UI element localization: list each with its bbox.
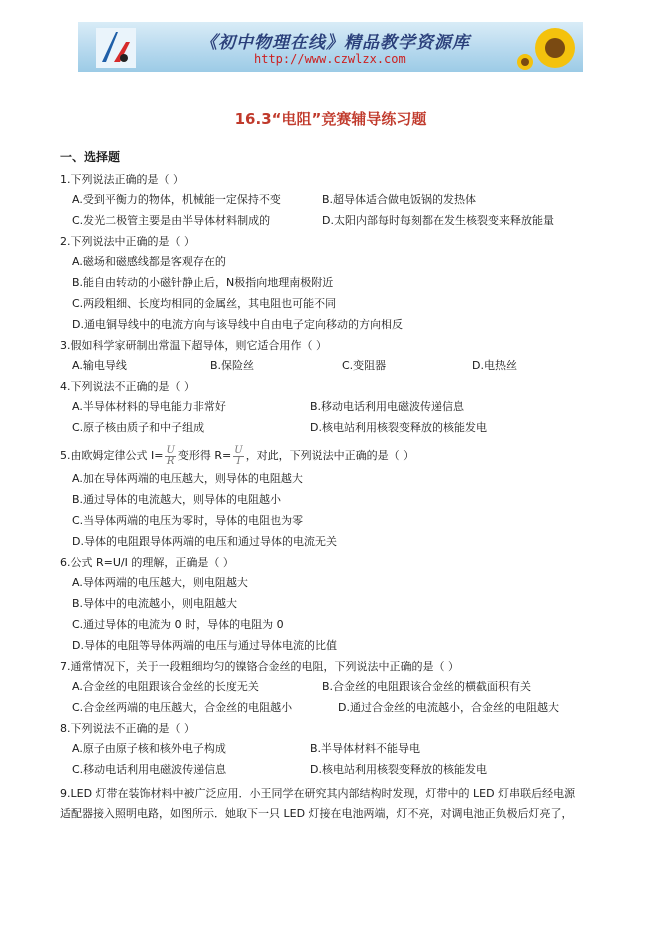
formula-fraction: [233, 446, 243, 467]
question-list: [60, 173, 620, 824]
formula-fraction: [165, 446, 175, 467]
question-stem: 1.下列说法正确的是（ ）: [60, 173, 184, 186]
option-c: C.移动电话利用电磁波传递信息: [72, 763, 227, 776]
option-row: [60, 255, 620, 276]
option-b: B.保险丝: [210, 359, 255, 372]
option-row: [60, 421, 620, 442]
numerator: U: [234, 444, 243, 456]
option-d: D.导体的电阻等导体两端的电压与通过导体电流的比值: [72, 639, 337, 652]
option-a: A.加在导体两端的电压越大，则导体的电阻越大: [72, 472, 303, 485]
header-banner: [78, 22, 583, 72]
option-c: C.变阻器: [342, 359, 387, 372]
question-9: [60, 784, 620, 824]
option-a: A.受到平衡力的物体，机械能一定保持不变: [72, 193, 281, 206]
question-1: [60, 173, 620, 235]
question-4: [60, 380, 620, 442]
option-row: [60, 514, 620, 535]
option-c: C.当导体两端的电压为零时，导体的电阻也为零: [72, 514, 304, 527]
logo-icon: [96, 28, 136, 68]
page-title: 16.3“电阻”竞赛辅导练习题: [234, 110, 427, 128]
option-b: B.导体中的电流越小，则电阻越大: [72, 597, 238, 610]
option-c: C.两段粗细、长度均相同的金属丝，其电阻也可能不同: [72, 297, 337, 310]
option-b: B.通过导体的电流越大，则导体的电阻越小: [72, 493, 282, 506]
question-7: [60, 660, 620, 722]
banner-title: 《初中物理在线》精品教学资源库: [200, 33, 470, 53]
option-b: B.能自由转动的小磁针静止后，N极指向地理南极附近: [72, 276, 334, 289]
option-a: A.合金丝的电阻跟该合金丝的长度无关: [72, 680, 259, 693]
option-c: C.通过导体的电流为 0 时，导体的电阻为 0: [72, 618, 284, 631]
sunflower-icon: [513, 22, 583, 72]
stem-mid: 变形得 R=: [177, 449, 232, 462]
question-stem: 7.通常情况下，关于一段粗细均匀的镍铬合金丝的电阻，下列说法中正确的是（ ）: [60, 660, 459, 673]
option-b: B.超导体适合做电饭锅的发热体: [322, 193, 477, 206]
option-row: [60, 400, 620, 421]
option-row: [60, 493, 620, 514]
question-text-line: 适配器接入照明电路，如图所示．她取下一只 LED 灯接在电池两端，灯不亮，对调电池正负极后灯亮了，: [60, 807, 573, 820]
option-row: [60, 701, 620, 722]
question-8: [60, 722, 620, 784]
option-row: [60, 276, 620, 297]
numerator: U: [166, 444, 175, 456]
option-row: [60, 680, 620, 701]
question-stem: 3.假如科学家研制出常温下超导体，则它适合用作（ ）: [60, 339, 327, 352]
question-stem: 2.下列说法中正确的是（ ）: [60, 235, 195, 248]
option-d: D.通过合金丝的电流越小，合金丝的电阻越大: [338, 701, 559, 714]
option-row: [60, 742, 620, 763]
question-text-line: 9.LED 灯带在装饰材料中被广泛应用．小王同学在研究其内部结构时发现，灯带中的 LED 灯串联后经电源: [60, 787, 576, 800]
option-a: A.导体两端的电压越大，则电阻越大: [72, 576, 248, 589]
option-row: [60, 359, 620, 380]
option-b: B.合金丝的电阻跟该合金丝的横截面积有关: [322, 680, 532, 693]
option-row: [60, 763, 620, 784]
option-c: C.合金丝两端的电压越大，合金丝的电阻越小: [72, 701, 293, 714]
option-b: B.移动电话利用电磁波传递信息: [310, 400, 465, 413]
option-d: D.导体的电阻跟导体两端的电压和通过导体的电流无关: [72, 535, 337, 548]
question-3: [60, 339, 620, 380]
question-stem: 8.下列说法不正确的是（ ）: [60, 722, 195, 735]
option-row: [60, 576, 620, 597]
section-title: 一、选择题: [60, 150, 121, 164]
option-d: D.通电铜导线中的电流方向与该导线中自由电子定向移动的方向相反: [72, 318, 403, 331]
option-row: [60, 535, 620, 556]
option-row: [60, 472, 620, 493]
option-row: [60, 214, 620, 235]
option-a: A.原子由原子核和核外电子构成: [72, 742, 226, 755]
question-6: [60, 556, 620, 660]
option-row: [60, 618, 620, 639]
option-row: [60, 297, 620, 318]
question-2: [60, 235, 620, 339]
option-row: [60, 193, 620, 214]
option-d: D.太阳内部每时每刻都在发生核裂变来释放能量: [322, 214, 554, 227]
denominator: R: [166, 455, 175, 467]
denominator: I: [236, 455, 241, 467]
question-stem: 6.公式 R=U/I 的理解，正确是（ ）: [60, 556, 234, 569]
option-c: C.原子核由质子和中子组成: [72, 421, 205, 434]
option-a: A.半导体材料的导电能力非常好: [72, 400, 226, 413]
stem-prefix: 5.由欧姆定律公式 I=: [60, 449, 164, 462]
banner-url: http://www.czwlzx.com: [254, 52, 406, 66]
option-a: A.磁场和磁感线都是客观存在的: [72, 255, 226, 268]
option-row: [60, 639, 620, 660]
option-row: [60, 318, 620, 339]
question-5: [60, 442, 620, 556]
option-c: C.发光二极管主要是由半导体材料制成的: [72, 214, 271, 227]
question-stem: 4.下列说法不正确的是（ ）: [60, 380, 195, 393]
option-d: D.电热丝: [472, 359, 517, 372]
option-a: A.输电导线: [72, 359, 127, 372]
option-d: D.核电站利用核裂变释放的核能发电: [310, 421, 487, 434]
question-stem: [60, 442, 620, 472]
option-d: D.核电站利用核裂变释放的核能发电: [310, 763, 487, 776]
option-b: B.半导体材料不能导电: [310, 742, 421, 755]
stem-suffix: ，对此，下列说法中正确的是（ ）: [245, 449, 415, 462]
option-row: [60, 597, 620, 618]
